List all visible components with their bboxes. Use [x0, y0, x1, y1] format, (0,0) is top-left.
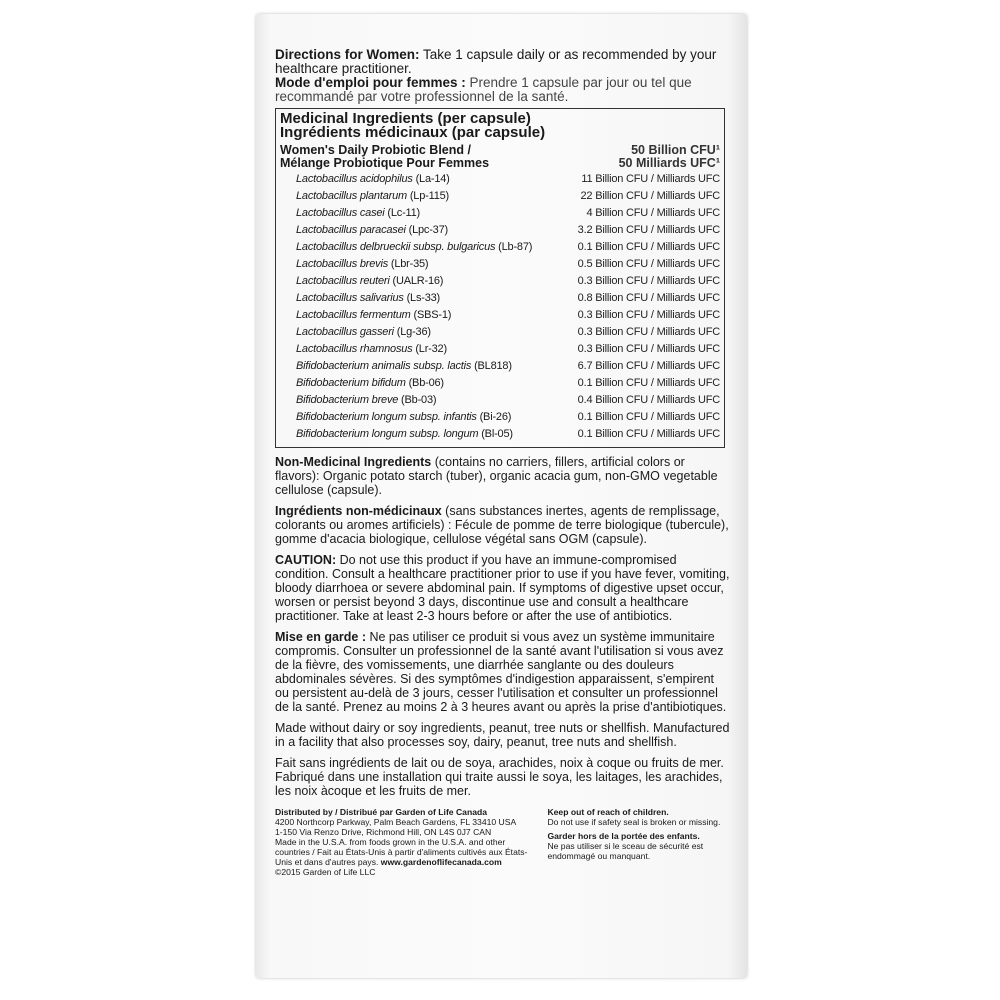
- ingredient-list: [280, 171, 720, 443]
- ingredient-strain: (Lg-36): [396, 326, 431, 338]
- ingredient-name: [296, 375, 444, 392]
- ingredient-row: [280, 239, 720, 256]
- ingredient-name: [296, 358, 512, 375]
- allergen-fr: Fait sans ingrédients de lait ou de soya, arachides, noix à coque ou fruits de mer. Fabriqué dans une installation qui traite aussi le soya, les laitages, les arachides, les noix àcoque et les fruits de mer.: [275, 756, 724, 798]
- ingredient-amount: 0.8 Billion CFU / Milliards UFC: [577, 292, 720, 304]
- product-label: [256, 14, 747, 978]
- ingredient-name: [296, 426, 513, 443]
- ingredient-amount: 0.1 Billion CFU / Milliards UFC: [577, 411, 720, 423]
- table-title-fr: Ingrédients médicinaux (par capsule): [280, 124, 546, 141]
- table-title-en: Medicinal Ingredients (per capsule): [280, 110, 531, 127]
- ingredient-species: Lactobacillus acidophilus: [296, 173, 413, 185]
- ingredient-row: [280, 171, 720, 188]
- ingredient-amount: 22 Billion CFU / Milliards UFC: [580, 190, 720, 202]
- ingredient-strain: (Bl-05): [481, 428, 513, 440]
- keep-out-en: Keep out of reach of children.: [547, 807, 669, 817]
- blend-cfu-en: 50 Billion CFU¹: [631, 143, 720, 157]
- ingredient-amount: 0.3 Billion CFU / Milliards UFC: [577, 275, 720, 287]
- ingredient-species: Lactobacillus fermentum: [296, 309, 411, 321]
- non-medicinal-en: [275, 455, 730, 497]
- ingredient-row: [280, 409, 720, 426]
- ingredient-strain: (Lpc-37): [408, 224, 448, 236]
- ingredient-strain: (BL818): [474, 360, 512, 372]
- ingredient-amount: 0.5 Billion CFU / Milliards UFC: [577, 258, 720, 270]
- caution-en-text: Do not use this product if you have an immune-compromised condition. Consult a healthcare practitioner prior to use if you have fever, vomiting, bloody diarrhoea or severe abdominal pain. If symptoms of digestive upset occur, worsen or persist beyond 3 days, discontinue use and consult a healthcare practitioner. Take at least 2-3 hours before or after the use of antibiotics.: [275, 553, 730, 623]
- website-link[interactable]: www.gardenoflifecanada.com: [380, 857, 502, 867]
- ingredient-name: [296, 392, 436, 409]
- ingredient-species: Bifidobacterium longum subsp. longum: [296, 428, 479, 440]
- ingredient-name: [296, 205, 420, 222]
- ingredient-row: [280, 426, 720, 443]
- ingredient-amount: 6.7 Billion CFU / Milliards UFC: [577, 360, 720, 372]
- ingredient-species: Lactobacillus salivarius: [296, 292, 404, 304]
- ingredient-name: [296, 256, 428, 273]
- directions-femmes-label: Mode d'emploi pour femmes :: [275, 75, 466, 90]
- blend-name-en: Women's Daily Probiotic Blend /: [280, 143, 471, 157]
- ingredient-amount: 4 Billion CFU / Milliards UFC: [586, 207, 720, 219]
- distributed-by: Distributed by / Distribué par Garden of Life Canada: [275, 807, 488, 817]
- ingredient-species: Lactobacillus reuteri: [296, 275, 390, 287]
- ingredient-row: [280, 273, 720, 290]
- ingredient-amount: 0.3 Billion CFU / Milliards UFC: [577, 326, 720, 338]
- ingredient-species: Lactobacillus rhamnosus: [296, 343, 413, 355]
- caution-fr-label: Mise en garde :: [275, 630, 366, 644]
- label-content: [275, 48, 730, 877]
- ingredient-name: [296, 409, 511, 426]
- ingredient-strain: (Bb-06): [408, 377, 444, 389]
- ingredient-strain: (Lp-115): [409, 190, 449, 202]
- ingredient-row: [280, 307, 720, 324]
- ingredient-species: Lactobacillus casei: [296, 207, 385, 219]
- ingredient-row: [280, 324, 720, 341]
- ingredient-amount: 0.3 Billion CFU / Milliards UFC: [577, 343, 720, 355]
- ingredient-name: [296, 188, 449, 205]
- ingredient-row: [280, 341, 720, 358]
- medicinal-ingredients-table: [275, 108, 725, 448]
- non-medicinal-en-text: (contains no carriers, fillers, artificial colors or flavors): Organic potato starch (tuber), organic acacia gum, non-GMO vegetable cellulose (capsule).: [275, 455, 718, 497]
- directions-women-text: Take 1 capsule daily or as recommended by your healthcare practitioner.: [275, 47, 717, 76]
- ingredient-strain: (Ls-33): [406, 292, 441, 304]
- ingredient-name: [296, 222, 448, 239]
- ingredient-species: Lactobacillus delbrueckii subsp. bulgaricus: [296, 241, 496, 253]
- copyright: ©2015 Garden of Life LLC: [275, 867, 376, 877]
- ingredient-species: Lactobacillus gasseri: [296, 326, 394, 338]
- ingredient-species: Bifidobacterium animalis subsp. lactis: [296, 360, 472, 372]
- ingredient-name: [296, 273, 443, 290]
- blend-name-fr: Mélange Probiotique Pour Femmes: [280, 156, 490, 170]
- ingredient-strain: (Lr-32): [415, 343, 447, 355]
- caution-fr: [275, 630, 730, 714]
- non-medicinal-fr-label: Ingrédients non-médicinaux: [275, 504, 442, 518]
- ingredient-strain: (Lb-87): [498, 241, 533, 253]
- made-in-statement: [275, 837, 541, 867]
- ingredient-strain: (Lc-11): [387, 207, 421, 219]
- allergen-en: Made without dairy or soy ingredients, peanut, tree nuts or shellfish. Manufactured in a facility that also processes soy, dairy, peanut, tree nuts and shellfish.: [275, 721, 730, 749]
- keep-out-fr: Garder hors de la portée des enfants.: [547, 831, 700, 841]
- blend-header: [280, 144, 720, 170]
- ingredient-strain: (SBS-1): [413, 309, 452, 321]
- ingredient-amount: 0.3 Billion CFU / Milliards UFC: [577, 309, 720, 321]
- ingredient-row: [280, 222, 720, 239]
- ingredient-row: [280, 392, 720, 409]
- ingredient-row: [280, 188, 720, 205]
- directions-femmes-text: Prendre 1 capsule par jour ou tel que recommandé par votre professionnel de la santé.: [275, 75, 692, 104]
- ingredient-amount: 0.4 Billion CFU / Milliards UFC: [577, 394, 720, 406]
- ingredient-row: [280, 358, 720, 375]
- made-in-text: Made in the U.S.A. from foods grown in the U.S.A. and other countries / Fait au États-Unis à partir d'aliments cultivés aux États-Unis et dans d'autres pays.: [275, 837, 528, 867]
- ingredient-name: [296, 324, 431, 341]
- seal-warning-fr: Ne pas utiliser si le sceau de sécurité est endommagé ou manquant.: [547, 841, 704, 861]
- ingredient-strain: (La-14): [415, 173, 450, 185]
- caution-fr-text: Ne pas utiliser ce produit si vous avez un système immunitaire compromis. Consulter un professionnel de la santé avant l'utilisation si vous avez de la fièvre, des vomissements, une diarrhée sanglante ou des douleurs abdominales sévères. Si des symptômes d'indigestion apparaissent, s'empirent ou persistent au-delà de 3 jours, cesser l'utilisation et consulter un professionnel de la santé. Prenez au moins 2 à 3 heures avant ou après la prise d'antibiotiques.: [275, 630, 727, 714]
- ingredient-amount: 0.1 Billion CFU / Milliards UFC: [577, 241, 720, 253]
- ingredient-strain: (Bb-03): [401, 394, 437, 406]
- ingredient-species: Bifidobacterium bifidum: [296, 377, 406, 389]
- ingredient-strain: (UALR-16): [392, 275, 444, 287]
- non-medicinal-fr: [275, 504, 730, 546]
- ingredient-species: Bifidobacterium breve: [296, 394, 399, 406]
- directions-femmes: [275, 76, 730, 104]
- ingredient-row: [280, 256, 720, 273]
- ingredient-row: [280, 290, 720, 307]
- label-footer: [275, 807, 730, 877]
- ingredient-species: Lactobacillus paracasei: [296, 224, 406, 236]
- distributor-info: [275, 807, 541, 877]
- ingredient-strain: (Bi-26): [479, 411, 512, 423]
- safety-info: [541, 807, 730, 877]
- non-medicinal-fr-text: (sans substances inertes, agents de remplissage, colorants ou aromes artificiels) : Fécule de pomme de terre biologique (tubercule), gomme d'acacia biologique, cellulose végétal sans OGM (capsule).: [275, 504, 729, 546]
- ingredient-species: Bifidobacterium longum subsp. infantis: [296, 411, 477, 423]
- caution-en: [275, 553, 730, 623]
- directions-women: [275, 48, 730, 76]
- ingredient-name: [296, 307, 451, 324]
- ingredient-amount: 0.1 Billion CFU / Milliards UFC: [577, 428, 720, 440]
- ingredient-name: [296, 171, 450, 188]
- address-ca: 1-150 Via Renzo Drive, Richmond Hill, ON L4S 0J7 CAN: [275, 827, 492, 837]
- non-medicinal-en-label: Non-Medicinal Ingredients: [275, 455, 432, 469]
- ingredient-row: [280, 205, 720, 222]
- directions-women-label: Directions for Women:: [275, 47, 420, 62]
- ingredient-name: [296, 290, 440, 307]
- blend-cfu-fr: 50 Milliards UFC¹: [618, 156, 720, 170]
- ingredient-species: Lactobacillus brevis: [296, 258, 388, 270]
- ingredient-species: Lactobacillus plantarum: [296, 190, 407, 202]
- ingredient-strain: (Lbr-35): [390, 258, 429, 270]
- ingredient-name: [296, 239, 532, 256]
- address-us: 4200 Northcorp Parkway, Palm Beach Gardens, FL 33410 USA: [275, 817, 517, 827]
- ingredient-amount: 0.1 Billion CFU / Milliards UFC: [577, 377, 720, 389]
- ingredient-amount: 3.2 Billion CFU / Milliards UFC: [577, 224, 720, 236]
- caution-en-label: CAUTION:: [275, 553, 337, 567]
- ingredient-amount: 11 Billion CFU / Milliards UFC: [581, 173, 720, 185]
- ingredient-name: [296, 341, 447, 358]
- seal-warning-en: Do not use if safety seal is broken or missing.: [547, 817, 721, 827]
- ingredient-row: [280, 375, 720, 392]
